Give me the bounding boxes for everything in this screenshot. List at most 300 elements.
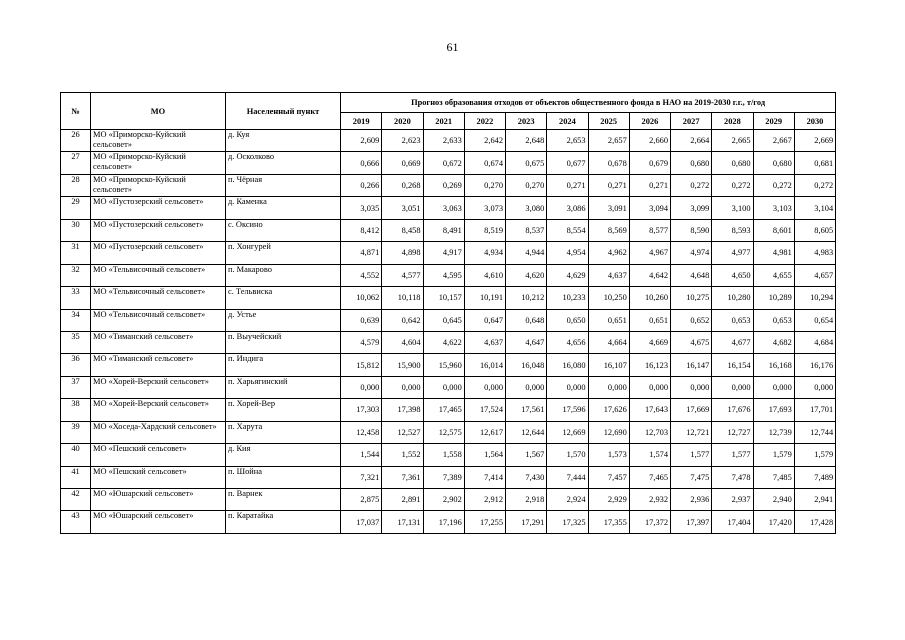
row-value: 10,118 <box>382 287 423 309</box>
row-value: 17,372 <box>629 511 670 533</box>
row-mo: МО «Приморско-Куйский сельсовет» <box>91 130 226 152</box>
row-value: 17,428 <box>794 511 835 533</box>
header-year: 2020 <box>382 113 423 130</box>
table-row <box>61 242 836 264</box>
table-row <box>61 466 836 488</box>
row-value: 1,577 <box>671 444 712 466</box>
row-value: 3,099 <box>671 197 712 219</box>
row-value: 4,647 <box>506 331 547 353</box>
row-value: 4,917 <box>423 242 464 264</box>
row-value: 12,721 <box>671 421 712 443</box>
row-value: 7,321 <box>341 466 382 488</box>
row-settlement: п. Харута <box>226 421 341 443</box>
row-value: 17,397 <box>671 511 712 533</box>
row-number: 31 <box>61 242 91 264</box>
row-value: 16,147 <box>671 354 712 376</box>
row-value: 0,269 <box>423 174 464 196</box>
row-value: 4,981 <box>753 242 794 264</box>
row-value: 0,271 <box>547 174 588 196</box>
row-settlement: п. Выучейский <box>226 331 341 353</box>
table-row <box>61 152 836 174</box>
header-year: 2028 <box>712 113 753 130</box>
row-value: 4,552 <box>341 264 382 286</box>
row-value: 17,669 <box>671 399 712 421</box>
row-value: 2,936 <box>671 489 712 511</box>
row-settlement: д. Каменка <box>226 197 341 219</box>
row-value: 0,268 <box>382 174 423 196</box>
row-value: 0,651 <box>588 309 629 331</box>
row-value: 4,650 <box>712 264 753 286</box>
row-value: 7,361 <box>382 466 423 488</box>
row-value: 1,573 <box>588 444 629 466</box>
row-value: 7,489 <box>794 466 835 488</box>
row-mo: МО «Приморско-Куйский сельсовет» <box>91 152 226 174</box>
row-number: 26 <box>61 130 91 152</box>
row-value: 4,682 <box>753 331 794 353</box>
table-row <box>61 421 836 443</box>
row-value: 2,891 <box>382 489 423 511</box>
row-value: 12,744 <box>794 421 835 443</box>
row-value: 0,000 <box>671 376 712 398</box>
header-year: 2023 <box>506 113 547 130</box>
row-value: 10,233 <box>547 287 588 309</box>
row-value: 3,080 <box>506 197 547 219</box>
row-mo: МО «Тельвисочный сельсовет» <box>91 264 226 286</box>
row-value: 4,664 <box>588 331 629 353</box>
row-settlement: п. Харьягинский <box>226 376 341 398</box>
table-row <box>61 130 836 152</box>
row-value: 12,644 <box>506 421 547 443</box>
row-settlement: п. Индига <box>226 354 341 376</box>
row-value: 1,564 <box>464 444 505 466</box>
row-number: 27 <box>61 152 91 174</box>
row-value: 0,271 <box>629 174 670 196</box>
row-mo: МО «Юшарский сельсовет» <box>91 511 226 533</box>
row-value: 10,250 <box>588 287 629 309</box>
row-number: 38 <box>61 399 91 421</box>
row-value: 3,063 <box>423 197 464 219</box>
row-number: 40 <box>61 444 91 466</box>
row-value: 3,100 <box>712 197 753 219</box>
row-settlement: с. Тельвиска <box>226 287 341 309</box>
row-value: 2,902 <box>423 489 464 511</box>
row-value: 15,900 <box>382 354 423 376</box>
row-value: 10,275 <box>671 287 712 309</box>
row-number: 28 <box>61 174 91 196</box>
row-value: 4,983 <box>794 242 835 264</box>
row-value: 4,934 <box>464 242 505 264</box>
row-value: 12,527 <box>382 421 423 443</box>
row-value: 2,912 <box>464 489 505 511</box>
row-number: 30 <box>61 219 91 241</box>
row-value: 8,569 <box>588 219 629 241</box>
row-value: 0,000 <box>506 376 547 398</box>
row-value: 0,000 <box>547 376 588 398</box>
row-value: 8,519 <box>464 219 505 241</box>
row-value: 2,648 <box>506 130 547 152</box>
header-forecast: Прогноз образования отходов от объектов общественного фонда в НАО на 2019-2030 г.г., т/год <box>341 93 836 113</box>
row-value: 16,123 <box>629 354 670 376</box>
row-value: 2,669 <box>794 130 835 152</box>
row-value: 2,941 <box>794 489 835 511</box>
table-row <box>61 264 836 286</box>
row-value: 0,648 <box>506 309 547 331</box>
row-value: 0,680 <box>753 152 794 174</box>
row-value: 0,272 <box>753 174 794 196</box>
row-value: 0,266 <box>341 174 382 196</box>
row-value: 3,104 <box>794 197 835 219</box>
row-value: 1,577 <box>712 444 753 466</box>
row-mo: МО «Приморско-Куйский сельсовет» <box>91 174 226 196</box>
row-value: 2,623 <box>382 130 423 152</box>
row-value: 1,552 <box>382 444 423 466</box>
row-value: 7,444 <box>547 466 588 488</box>
header-mo: МО <box>91 93 226 130</box>
row-settlement: с. Оксино <box>226 219 341 241</box>
row-mo: МО «Хоседа-Хардский сельсовет» <box>91 421 226 443</box>
row-settlement: д. Куя <box>226 130 341 152</box>
row-number: 29 <box>61 197 91 219</box>
row-value: 3,035 <box>341 197 382 219</box>
row-value: 0,672 <box>423 152 464 174</box>
row-value: 2,937 <box>712 489 753 511</box>
row-value: 12,575 <box>423 421 464 443</box>
row-mo: МО «Хорей-Верский сельсовет» <box>91 399 226 421</box>
row-value: 17,524 <box>464 399 505 421</box>
row-value: 3,103 <box>753 197 794 219</box>
row-value: 0,000 <box>588 376 629 398</box>
row-mo: МО «Пешский сельсовет» <box>91 466 226 488</box>
header-year: 2029 <box>753 113 794 130</box>
row-value: 17,693 <box>753 399 794 421</box>
row-value: 8,554 <box>547 219 588 241</box>
row-value: 7,389 <box>423 466 464 488</box>
row-value: 4,595 <box>423 264 464 286</box>
row-number: 36 <box>61 354 91 376</box>
row-value: 10,260 <box>629 287 670 309</box>
row-value: 0,666 <box>341 152 382 174</box>
row-value: 2,667 <box>753 130 794 152</box>
row-settlement: д. Кия <box>226 444 341 466</box>
row-number: 35 <box>61 331 91 353</box>
row-value: 12,669 <box>547 421 588 443</box>
row-value: 0,677 <box>547 152 588 174</box>
table-row <box>61 399 836 421</box>
row-value: 0,679 <box>629 152 670 174</box>
row-value: 1,574 <box>629 444 670 466</box>
row-value: 4,944 <box>506 242 547 264</box>
row-value: 2,918 <box>506 489 547 511</box>
row-value: 10,212 <box>506 287 547 309</box>
row-value: 4,637 <box>464 331 505 353</box>
row-value: 0,675 <box>506 152 547 174</box>
row-value: 17,037 <box>341 511 382 533</box>
row-value: 0,000 <box>382 376 423 398</box>
row-value: 0,674 <box>464 152 505 174</box>
row-value: 0,678 <box>588 152 629 174</box>
table-row <box>61 354 836 376</box>
row-value: 4,977 <box>712 242 753 264</box>
row-settlement: п. Варнек <box>226 489 341 511</box>
row-value: 0,272 <box>712 174 753 196</box>
row-number: 37 <box>61 376 91 398</box>
table-row <box>61 511 836 533</box>
row-value: 1,579 <box>753 444 794 466</box>
row-value: 0,653 <box>753 309 794 331</box>
row-value: 7,485 <box>753 466 794 488</box>
table-row <box>61 489 836 511</box>
row-value: 4,620 <box>506 264 547 286</box>
table-row <box>61 219 836 241</box>
row-value: 10,294 <box>794 287 835 309</box>
row-mo: МО «Хорей-Верский сельсовет» <box>91 376 226 398</box>
row-value: 16,107 <box>588 354 629 376</box>
row-value: 12,727 <box>712 421 753 443</box>
row-value: 0,000 <box>464 376 505 398</box>
row-settlement: п. Шойна <box>226 466 341 488</box>
row-value: 17,561 <box>506 399 547 421</box>
row-mo: МО «Пешский сельсовет» <box>91 444 226 466</box>
header-year: 2030 <box>794 113 835 130</box>
row-value: 17,398 <box>382 399 423 421</box>
row-value: 8,491 <box>423 219 464 241</box>
row-value: 1,579 <box>794 444 835 466</box>
row-value: 3,086 <box>547 197 588 219</box>
row-settlement: п. Каратайка <box>226 511 341 533</box>
row-value: 0,270 <box>506 174 547 196</box>
row-value: 17,701 <box>794 399 835 421</box>
row-value: 0,000 <box>341 376 382 398</box>
row-value: 0,639 <box>341 309 382 331</box>
row-value: 1,570 <box>547 444 588 466</box>
row-value: 7,475 <box>671 466 712 488</box>
row-number: 34 <box>61 309 91 331</box>
row-value: 12,458 <box>341 421 382 443</box>
header-num: № <box>61 93 91 130</box>
row-value: 3,094 <box>629 197 670 219</box>
row-value: 17,420 <box>753 511 794 533</box>
row-value: 0,681 <box>794 152 835 174</box>
row-value: 4,577 <box>382 264 423 286</box>
row-settlement: д. Осколково <box>226 152 341 174</box>
row-value: 16,176 <box>794 354 835 376</box>
row-value: 4,655 <box>753 264 794 286</box>
row-value: 0,000 <box>423 376 464 398</box>
row-value: 4,642 <box>629 264 670 286</box>
row-value: 1,558 <box>423 444 464 466</box>
waste-forecast-table <box>60 92 836 534</box>
row-value: 0,652 <box>671 309 712 331</box>
row-value: 4,684 <box>794 331 835 353</box>
row-value: 2,664 <box>671 130 712 152</box>
row-value: 0,642 <box>382 309 423 331</box>
row-value: 4,648 <box>671 264 712 286</box>
row-value: 0,653 <box>712 309 753 331</box>
row-value: 2,653 <box>547 130 588 152</box>
header-year: 2022 <box>464 113 505 130</box>
row-value: 2,929 <box>588 489 629 511</box>
row-value: 4,962 <box>588 242 629 264</box>
row-value: 1,567 <box>506 444 547 466</box>
row-value: 17,303 <box>341 399 382 421</box>
row-value: 15,812 <box>341 354 382 376</box>
row-value: 2,924 <box>547 489 588 511</box>
row-value: 2,657 <box>588 130 629 152</box>
row-value: 2,932 <box>629 489 670 511</box>
row-number: 39 <box>61 421 91 443</box>
row-value: 4,657 <box>794 264 835 286</box>
row-value: 7,457 <box>588 466 629 488</box>
row-value: 10,157 <box>423 287 464 309</box>
row-value: 2,665 <box>712 130 753 152</box>
row-value: 2,940 <box>753 489 794 511</box>
row-mo: МО «Юшарский сельсовет» <box>91 489 226 511</box>
row-number: 33 <box>61 287 91 309</box>
row-value: 17,643 <box>629 399 670 421</box>
table-row <box>61 174 836 196</box>
row-number: 41 <box>61 466 91 488</box>
row-value: 2,660 <box>629 130 670 152</box>
row-value: 17,196 <box>423 511 464 533</box>
row-value: 8,412 <box>341 219 382 241</box>
table-row <box>61 197 836 219</box>
table-row <box>61 331 836 353</box>
row-value: 8,593 <box>712 219 753 241</box>
row-settlement: п. Хонгурей <box>226 242 341 264</box>
row-value: 4,677 <box>712 331 753 353</box>
row-value: 4,954 <box>547 242 588 264</box>
row-value: 10,280 <box>712 287 753 309</box>
row-value: 15,960 <box>423 354 464 376</box>
row-value: 2,609 <box>341 130 382 152</box>
header-year: 2027 <box>671 113 712 130</box>
row-value: 4,610 <box>464 264 505 286</box>
header-year: 2019 <box>341 113 382 130</box>
row-value: 4,604 <box>382 331 423 353</box>
row-value: 8,458 <box>382 219 423 241</box>
row-value: 3,073 <box>464 197 505 219</box>
row-value: 12,703 <box>629 421 670 443</box>
row-value: 17,255 <box>464 511 505 533</box>
row-value: 0,000 <box>712 376 753 398</box>
row-value: 7,465 <box>629 466 670 488</box>
row-value: 16,014 <box>464 354 505 376</box>
row-value: 17,596 <box>547 399 588 421</box>
row-value: 7,478 <box>712 466 753 488</box>
row-settlement: п. Чёрная <box>226 174 341 196</box>
row-value: 0,654 <box>794 309 835 331</box>
row-value: 8,577 <box>629 219 670 241</box>
row-number: 42 <box>61 489 91 511</box>
page-number: 61 <box>446 40 459 54</box>
table-row <box>61 376 836 398</box>
row-value: 3,051 <box>382 197 423 219</box>
row-settlement: п. Макарово <box>226 264 341 286</box>
row-settlement: п. Хорей-Вер <box>226 399 341 421</box>
row-mo: МО «Пустозерский сельсовет» <box>91 242 226 264</box>
row-value: 17,291 <box>506 511 547 533</box>
row-value: 16,154 <box>712 354 753 376</box>
row-value: 0,680 <box>712 152 753 174</box>
row-value: 8,605 <box>794 219 835 241</box>
row-value: 4,656 <box>547 331 588 353</box>
row-value: 17,465 <box>423 399 464 421</box>
row-value: 4,974 <box>671 242 712 264</box>
table-body <box>61 130 836 534</box>
row-mo: МО «Пустозерский сельсовет» <box>91 197 226 219</box>
row-value: 10,191 <box>464 287 505 309</box>
row-value: 4,629 <box>547 264 588 286</box>
header-settlement: Населенный пункт <box>226 93 341 130</box>
row-value: 0,271 <box>588 174 629 196</box>
row-value: 4,637 <box>588 264 629 286</box>
row-value: 4,898 <box>382 242 423 264</box>
row-value: 17,404 <box>712 511 753 533</box>
row-value: 4,579 <box>341 331 382 353</box>
row-value: 17,131 <box>382 511 423 533</box>
row-value: 3,091 <box>588 197 629 219</box>
row-value: 0,680 <box>671 152 712 174</box>
row-mo: МО «Тиманский сельсовет» <box>91 331 226 353</box>
row-value: 7,414 <box>464 466 505 488</box>
row-value: 0,000 <box>629 376 670 398</box>
row-value: 8,590 <box>671 219 712 241</box>
row-value: 16,080 <box>547 354 588 376</box>
row-value: 12,690 <box>588 421 629 443</box>
row-value: 12,739 <box>753 421 794 443</box>
header-year: 2024 <box>547 113 588 130</box>
header-year: 2026 <box>629 113 670 130</box>
row-value: 2,633 <box>423 130 464 152</box>
row-settlement: д. Устье <box>226 309 341 331</box>
row-mo: МО «Тельвисочный сельсовет» <box>91 287 226 309</box>
row-value: 2,642 <box>464 130 505 152</box>
row-value: 0,645 <box>423 309 464 331</box>
table-row <box>61 444 836 466</box>
table-row <box>61 309 836 331</box>
header-year: 2021 <box>423 113 464 130</box>
row-mo: МО «Пустозерский сельсовет» <box>91 219 226 241</box>
row-value: 10,289 <box>753 287 794 309</box>
row-value: 7,430 <box>506 466 547 488</box>
table-row <box>61 287 836 309</box>
row-value: 0,270 <box>464 174 505 196</box>
header-year: 2025 <box>588 113 629 130</box>
row-value: 4,669 <box>629 331 670 353</box>
table-header <box>61 93 836 130</box>
row-value: 2,875 <box>341 489 382 511</box>
row-value: 17,676 <box>712 399 753 421</box>
row-value: 17,325 <box>547 511 588 533</box>
row-value: 16,048 <box>506 354 547 376</box>
row-value: 4,622 <box>423 331 464 353</box>
row-value: 17,355 <box>588 511 629 533</box>
row-value: 4,967 <box>629 242 670 264</box>
row-value: 0,651 <box>629 309 670 331</box>
row-value: 4,675 <box>671 331 712 353</box>
row-value: 1,544 <box>341 444 382 466</box>
row-mo: МО «Тиманский сельсовет» <box>91 354 226 376</box>
row-value: 12,617 <box>464 421 505 443</box>
row-value: 8,601 <box>753 219 794 241</box>
row-value: 0,272 <box>794 174 835 196</box>
row-value: 8,537 <box>506 219 547 241</box>
row-value: 16,168 <box>753 354 794 376</box>
row-number: 32 <box>61 264 91 286</box>
row-value: 0,669 <box>382 152 423 174</box>
row-mo: МО «Тельвисочный сельсовет» <box>91 309 226 331</box>
row-value: 0,272 <box>671 174 712 196</box>
